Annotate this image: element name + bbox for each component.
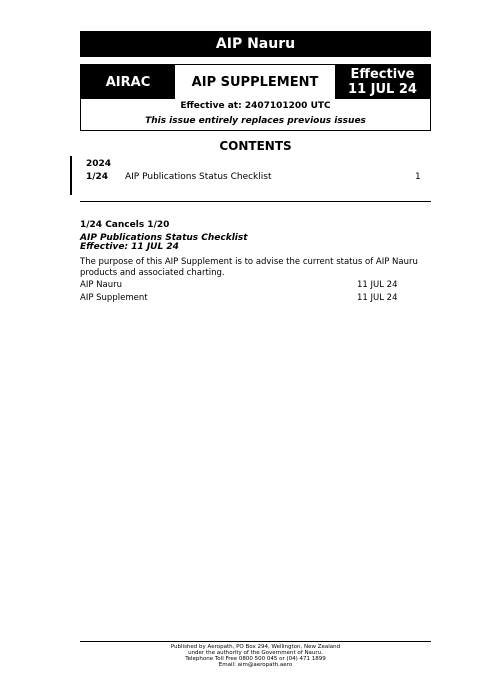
footer-line: Published by Aeropath, PO Box 294, Wellington, New Zealand xyxy=(170,644,341,650)
toc-entry-number: 1/24 xyxy=(86,172,109,182)
airac-label: AIRAC xyxy=(81,65,175,99)
supplement-header xyxy=(80,64,431,131)
toc-entry-page: 1 xyxy=(415,172,421,182)
supplement-label: AIP SUPPLEMENT xyxy=(175,66,335,98)
contents-divider xyxy=(80,201,431,202)
status-row-label: AIP Nauru xyxy=(80,280,122,290)
effective-label: Effective xyxy=(350,67,415,82)
footer-divider xyxy=(80,641,431,642)
footer-line: under the authority of the Government of Nauru. xyxy=(188,650,323,656)
document-banner xyxy=(80,31,431,57)
status-row-date: 11 JUL 24 xyxy=(357,293,398,303)
status-row-label: AIP Supplement xyxy=(80,293,148,303)
footer-email[interactable]: Email: aim@aeropath.aero xyxy=(218,662,293,668)
supplement-title: AIP Publications Status Checklist xyxy=(80,233,248,243)
effective-date: 11 JUL 24 xyxy=(348,82,417,97)
toc-year: 2024 xyxy=(86,159,112,169)
cancels-line: 1/24 Cancels 1/20 xyxy=(80,220,170,230)
publisher-footer xyxy=(80,644,431,668)
effective-at: Effective at: 2407101200 UTC xyxy=(180,101,331,111)
purpose-paragraph: The purpose of this AIP Supplement is to advise the current status of AIP Nauru products and associated charting. xyxy=(80,257,418,278)
banner-title: AIP Nauru xyxy=(215,36,296,52)
header-row xyxy=(81,65,430,99)
supplement-effective: Effective: 11 JUL 24 xyxy=(80,242,179,252)
toc-entry-title[interactable]: AIP Publications Status Checklist xyxy=(125,172,272,182)
effective-block xyxy=(335,65,430,99)
footer-line: Telephone Toll Free 0800 500 045 or (04) 471 1899 xyxy=(185,656,326,662)
status-row-date: 11 JUL 24 xyxy=(357,280,398,290)
replaces-notice: This issue entirely replaces previous issues xyxy=(145,116,366,126)
contents-heading: CONTENTS xyxy=(219,139,292,153)
change-bar xyxy=(70,156,72,195)
